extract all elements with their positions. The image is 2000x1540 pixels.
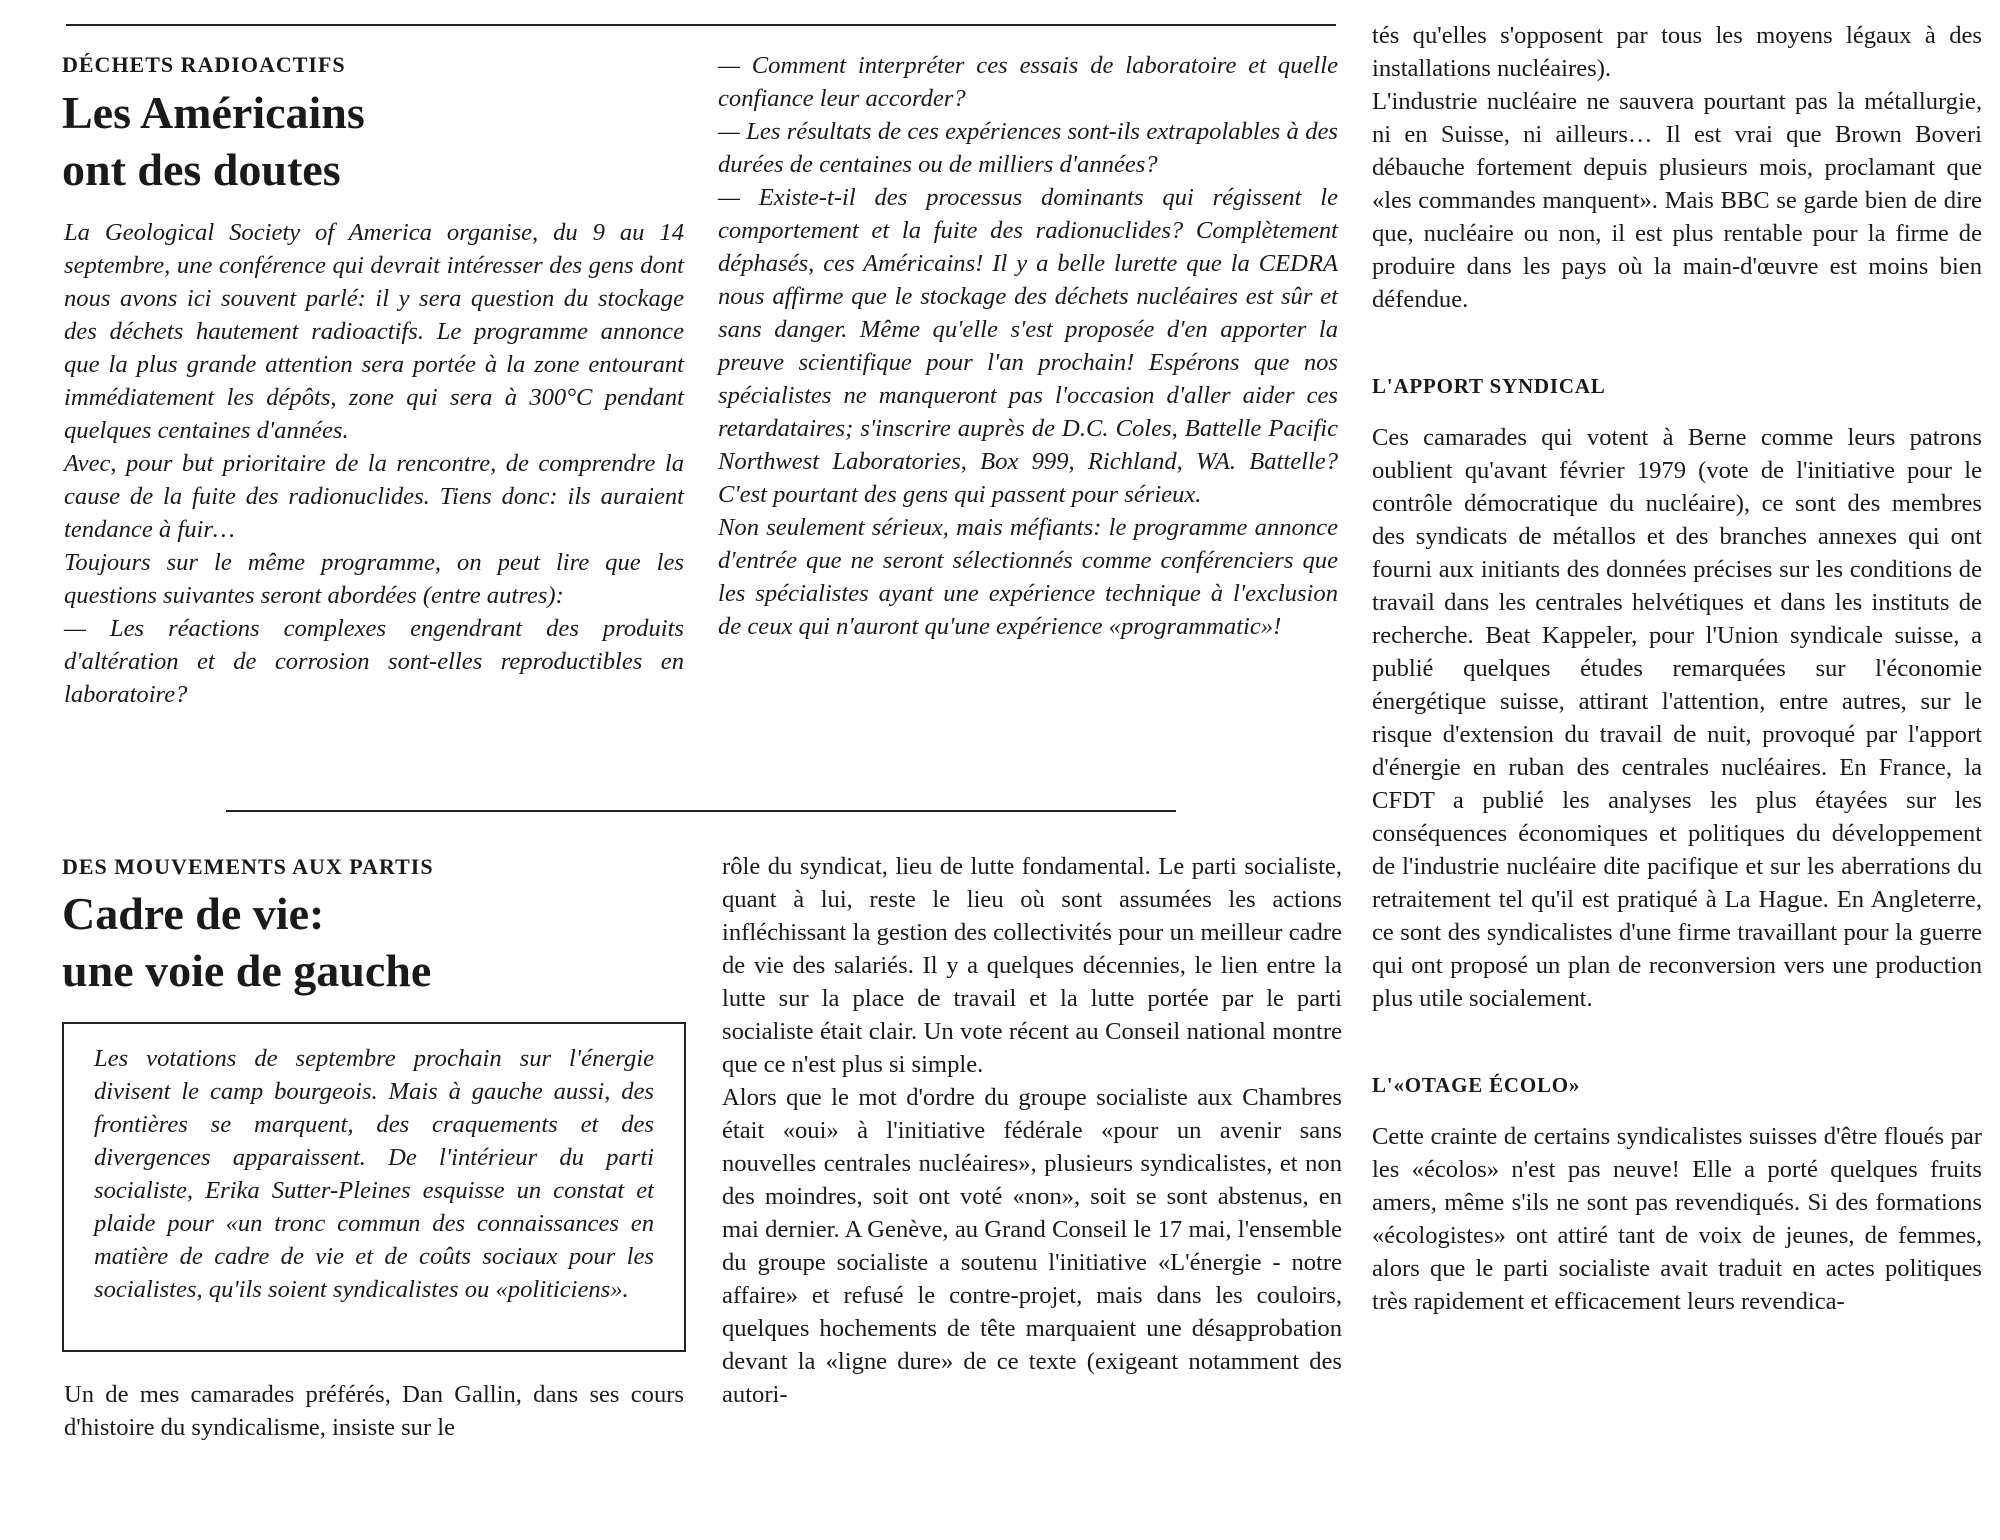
paragraph: Alors que le mot d'ordre du groupe socialiste aux Chambres était «oui» à l'initiative fédérale «pour un avenir sans nouvelles centrales nucléaires», plusieurs syndicalistes, et non des moindres, soit ont voté «non», soit se sont abstenus, en mai dernier. A Genève, au Grand Conseil le 17 mai, l'ensemble du groupe socialiste a soutenu l'initiative «L'énergie - notre affaire» et refusé le contre-projet, mais dans les couloirs, quelques hochements de tête marquaient une désapprobation devant la «ligne dure» de ce texte (exigeant notamment des autori- (722, 1084, 1342, 1408)
section-heading: L'«OTAGE ÉCOLO» (1372, 1073, 1581, 1097)
article2-headline-line1: Cadre de vie: (62, 888, 325, 939)
paragraph: L'industrie nucléaire ne sauvera pourtant pas la métallurgie, ni en Suisse, ni ailleurs… Il est vrai que Brown Boveri débauche fortement depuis plusieurs mois, proclamant que «les commandes manquent». Mais BBC se garde bien de dire que, nucléaire ou non, il est plus rentable pour la firme de produire dans les pays où la main-d'œuvre est moins bien défendue. (1372, 88, 1982, 313)
article1-kicker: DÉCHETS RADIOACTIFS (62, 52, 346, 77)
paragraph: Un de mes camarades préférés, Dan Gallin, dans ses cours d'histoire du syndicalisme, insiste sur le (64, 1381, 684, 1441)
article2-headline (62, 885, 431, 999)
article2-column1 (64, 1378, 684, 1444)
article2-column2 (722, 850, 1342, 1411)
article1-headline-line2: ont des doutes (62, 144, 341, 195)
intro-box (62, 1022, 686, 1352)
paragraph: — Les réactions complexes engendrant des produits d'altération et de corrosion sont-elles reproductibles en laboratoire? (64, 615, 684, 708)
paragraph: — Existe-t-il des processus dominants qui régissent le comportement et la fuite des radionuclides? Complètement déphasés, ces Américains! Il y a belle lurette que la CEDRA nous affirme que le stockage des déchets nucléaires est sûr et sans danger. Même qu'elle s'est proposée d'en apporter la preuve scientifique pour l'an prochain! Espérons que nos spécialistes ne manqueront pas l'occasion d'aller aider ces retardataires; s'inscrire auprès de D.C. Coles, Battelle Pacific Northwest Laboratories, Box 999, Richland, WA. Battelle? C'est pourtant des gens qui passent pour sérieux. (718, 184, 1338, 508)
article1-column2 (718, 49, 1338, 643)
paragraph: La Geological Society of America organise, du 9 au 14 septembre, une conférence qui devrait intéresser des gens dont nous avons ici souvent parlé: il y sera question du stockage des déchets hautement radioactifs. Le programme annonce que la plus grande attention sera portée à la zone entourant immédiatement les dépôts, zone qui sera à 300°C pendant quelques centaines d'années. (64, 219, 684, 444)
paragraph: Cette crainte de certains syndicalistes suisses d'être floués par les «écolos» n'est pas neuve! Elle a porté quelques fruits amers, même s'ils ne sont pas revendiqués. Si des formations «écologistes» ont attiré tant de voix de jeunes, de femmes, alors que le parti socialiste avait traduit en actes politiques très rapidement et efficacement leurs revendica- (1372, 1123, 1982, 1315)
paragraph: rôle du syndicat, lieu de lutte fondamental. Le parti socialiste, quant à lui, reste le lieu où sont assumées les actions infléchissant la gestion des collectivités pour un meilleur cadre de vie des salariés. Il y a quelques décennies, le lien entre la lutte sur la place de travail et la lutte portée par le parti socialiste était clair. Un vote récent au Conseil national montre que ce n'est plus si simple. (722, 853, 1342, 1078)
paragraph: — Comment interpréter ces essais de laboratoire et quelle confiance leur accorder? (718, 52, 1338, 112)
article2-headline-line2: une voie de gauche (62, 945, 432, 996)
paragraph: tés qu'elles s'opposent par tous les moyens légaux à des installations nucléaires). (1372, 22, 1982, 82)
paragraph: — Les résultats de ces expériences sont-ils extrapolables à des durées de centaines ou de milliers d'années? (718, 118, 1338, 178)
paragraph: Avec, pour but prioritaire de la rencontre, de comprendre la cause de la fuite des radionuclides. Tiens donc: ils auraient tendance à fuir… (64, 450, 684, 543)
top-rule (66, 24, 1336, 26)
article1-column1 (64, 216, 684, 711)
section-heading: L'APPORT SYNDICAL (1372, 374, 1606, 398)
article-separator-rule (226, 810, 1176, 812)
paragraph: Ces camarades qui votent à Berne comme leurs patrons oublient qu'avant février 1979 (vote de l'initiative pour le contrôle démocratique du nucléaire), ce sont des membres des syndicats de métallos et des branches annexes qui ont fourni aux initiants des données précises sur les conditions de travail dans les centrales helvétiques et dans les instituts de recherche. Beat Kappeler, pour l'Union syndicale suisse, a publié quelques études remarquées sur l'économie énergétique suisse, attirant l'attention, entre autres, sur le risque d'extension du travail de nuit, provoqué par l'apport d'énergie en ruban des centrales nucléaires. En France, la CFDT a publié les analyses les plus étayées sur les conséquences économiques et politiques du développement de l'industrie nucléaire dite pacifique et sur les aberrations du retraitement tel qu'il est pratiqué à La Hague. En Angleterre, ce sont des syndicalistes d'une firme travaillant pour la guerre qui ont proposé un plan de reconversion vers une production plus utile socialement. (1372, 424, 1982, 1012)
article2-kicker: DES MOUVEMENTS AUX PARTIS (62, 854, 434, 879)
paragraph: Non seulement sérieux, mais méfiants: le programme annonce d'entrée que ne seront sélectionnés comme conférenciers que les spécialistes ayant une expérience technique à l'exclusion de ceux qui n'auront qu'une expérience «programmatic»! (718, 514, 1338, 640)
intro-text: Les votations de septembre prochain sur l'énergie divisent le camp bourgeois. Mais à gauche aussi, des frontières se marquent, des craquements et des divergences apparaissent. De l'intérieur du parti socialiste, Erika Sutter-Pleines esquisse un constat et plaide pour «un tronc commun des connaissances en matière de cadre de vie et de coûts sociaux pour les socialistes, qu'ils soient syndicalistes ou «politiciens». (94, 1045, 654, 1303)
paragraph: Toujours sur le même programme, on peut lire que les questions suivantes seront abordées (entre autres): (64, 549, 684, 609)
article1-headline (62, 84, 365, 198)
article2-column3 (1372, 19, 1982, 1318)
article1-headline-line1: Les Américains (62, 87, 365, 138)
